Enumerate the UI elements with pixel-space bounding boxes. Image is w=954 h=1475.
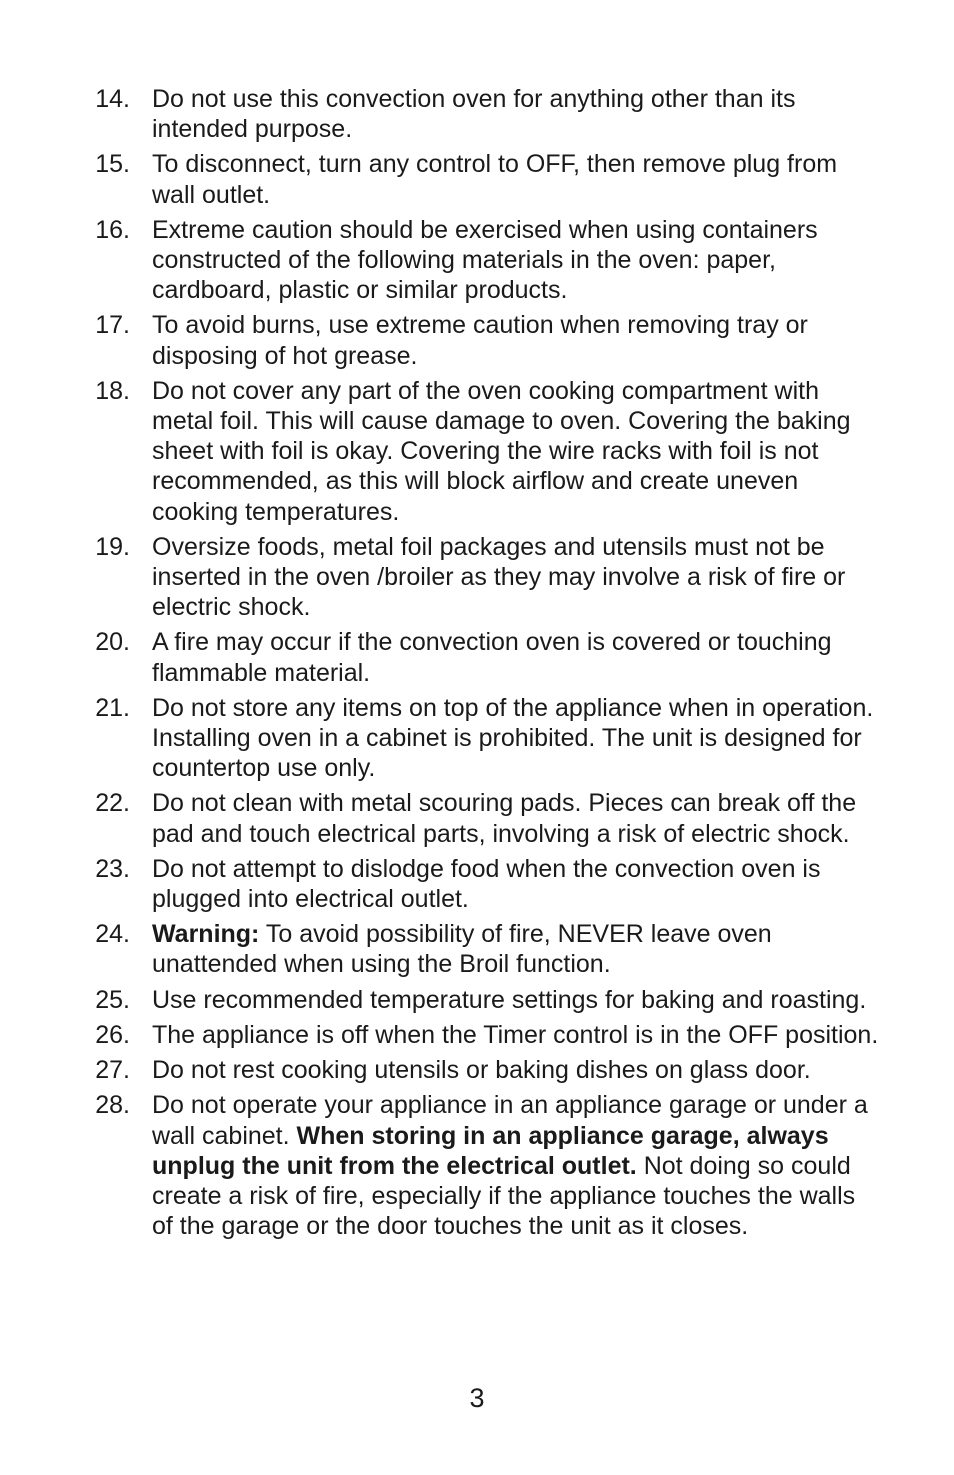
list-item (90, 854, 880, 914)
warning-label: Warning: (152, 920, 260, 949)
item-text: Extreme caution should be exercised when using containers constructed of the following materials in the oven: paper, cardboard, plastic or similar products. (152, 215, 818, 305)
list-item (90, 149, 880, 209)
item-text: Warning: To avoid possibility of fire, NEVER leave oven unattended when using the Broil function. (152, 920, 772, 979)
item-number: 24. (95, 920, 130, 949)
item-number: 27. (95, 1056, 130, 1085)
item-number: 15. (95, 150, 130, 179)
list-item (90, 376, 880, 527)
item-text: To disconnect, turn any control to OFF, then remove plug from wall outlet. (152, 150, 838, 209)
item-number: 16. (95, 215, 130, 244)
item-text: Do not use this convection oven for anything other than its intended purpose. (152, 85, 796, 144)
item-text: To avoid burns, use extreme caution when removing tray or disposing of hot grease. (152, 311, 808, 370)
item-text: Oversize foods, metal foil packages and utensils must not be inserted in the oven /broiler as they may involve a risk of fire or electric shock. (152, 532, 846, 622)
item-number: 25. (95, 985, 130, 1014)
item-number: 19. (95, 532, 130, 561)
item-number: 23. (95, 854, 130, 883)
list-item (90, 693, 880, 784)
item-text: Do not rest cooking utensils or baking dishes on glass door. (152, 1056, 811, 1085)
item-number: 18. (95, 376, 130, 405)
item-number: 28. (95, 1091, 130, 1120)
item-number: 22. (95, 789, 130, 818)
list-item (90, 788, 880, 848)
item-text: Do not clean with metal scouring pads. Pieces can break off the pad and touch electrical parts, involving a risk of electric shock. (152, 789, 857, 848)
item-text: Do not operate your appliance in an appliance garage or under a wall cabinet. When storing in an appliance garage, always unplug the unit from the electrical outlet. Not doing so could create a risk of fire, especially if the appliance touches the walls of the garage or the door touches the unit as it closes. (152, 1091, 868, 1241)
list-item (90, 84, 880, 144)
item-text: A fire may occur if the convection oven is covered or touching flammable material. (152, 628, 832, 687)
list-item (90, 1055, 880, 1085)
item-number: 14. (95, 85, 130, 113)
safety-instructions-list (90, 84, 880, 1246)
list-item (90, 215, 880, 306)
item-text: The appliance is off when the Timer control is in the OFF position. (152, 1020, 879, 1049)
item-number: 26. (95, 1020, 130, 1049)
list-item (90, 1090, 880, 1241)
list-item (90, 985, 880, 1015)
item-text: Use recommended temperature settings for baking and roasting. (152, 985, 867, 1014)
item-number: 17. (95, 311, 130, 340)
list-item (90, 310, 880, 370)
list-item (90, 919, 880, 979)
item-text: Do not cover any part of the oven cooking compartment with metal foil. This will cause damage to oven. Covering the baking sheet with foil is okay. Covering the wire racks with foil is not recommended, as this will block airflow and create uneven cooking temperatures. (152, 376, 851, 526)
list-item (90, 532, 880, 623)
item-text: Do not store any items on top of the appliance when in operation. Installing oven in a cabinet is prohibited. The unit is designed for countertop use only. (152, 693, 874, 783)
list-item (90, 1020, 880, 1050)
list-item (90, 627, 880, 687)
item-number: 21. (95, 693, 130, 722)
item-text: Do not attempt to dislodge food when the convection oven is plugged into electrical outlet. (152, 854, 821, 914)
item-number: 20. (95, 628, 130, 657)
bold-emphasis: When storing in an appliance garage, always unplug the unit from the electrical outlet. (152, 1121, 829, 1180)
page-number: 3 (469, 1383, 485, 1413)
